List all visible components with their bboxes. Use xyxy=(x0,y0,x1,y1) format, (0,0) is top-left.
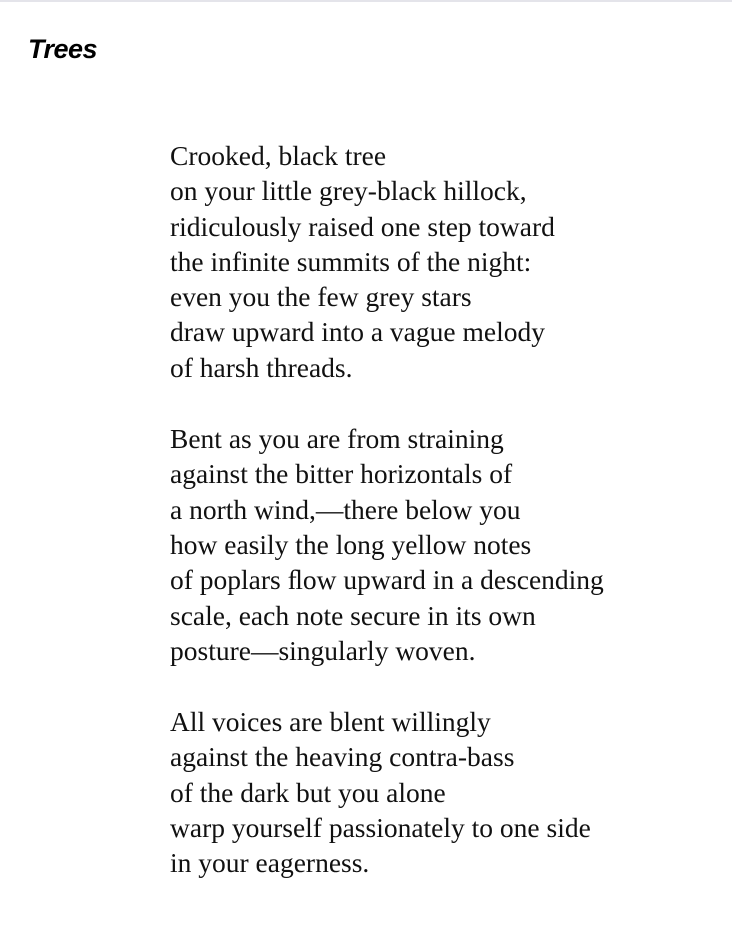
poem-line: how easily the long yellow notes xyxy=(170,528,532,560)
stanza-2 xyxy=(170,421,604,668)
stanza-1 xyxy=(170,138,604,385)
poem-line: even you the few grey stars xyxy=(170,281,472,313)
poem-title: Trees xyxy=(28,34,98,64)
poem-line: Bent as you are from straining xyxy=(170,423,504,455)
poem-line: ridiculously raised one step toward xyxy=(170,210,555,242)
poem-line: on your little grey-black hillock, xyxy=(170,175,527,207)
poem-line: a north wind,—there below you xyxy=(170,493,521,525)
poem-line: warp yourself passionately to one side xyxy=(170,812,591,844)
poem-line: in your eagerness. xyxy=(170,847,370,879)
poem-line: All voices are blent willingly xyxy=(170,706,491,738)
poem-line: draw upward into a vague melody xyxy=(170,316,545,348)
poem-line: posture—singularly woven. xyxy=(170,634,476,666)
poem-line: scale, each note secure in its own xyxy=(170,599,536,631)
poem-line: of harsh threads. xyxy=(170,351,353,383)
poem-line: of the dark but you alone xyxy=(170,776,446,808)
poem-line: the infinite summits of the night: xyxy=(170,245,532,277)
stanza-3 xyxy=(170,704,604,880)
top-border xyxy=(0,0,732,2)
poem-line: of poplars ﬂow upward in a descending xyxy=(170,564,604,596)
poem-body xyxy=(170,138,604,917)
poem-line: against the bitter horizontals of xyxy=(170,458,513,490)
poem-line: Crooked, black tree xyxy=(170,140,387,171)
poem-line: against the heaving contra-bass xyxy=(170,741,515,773)
